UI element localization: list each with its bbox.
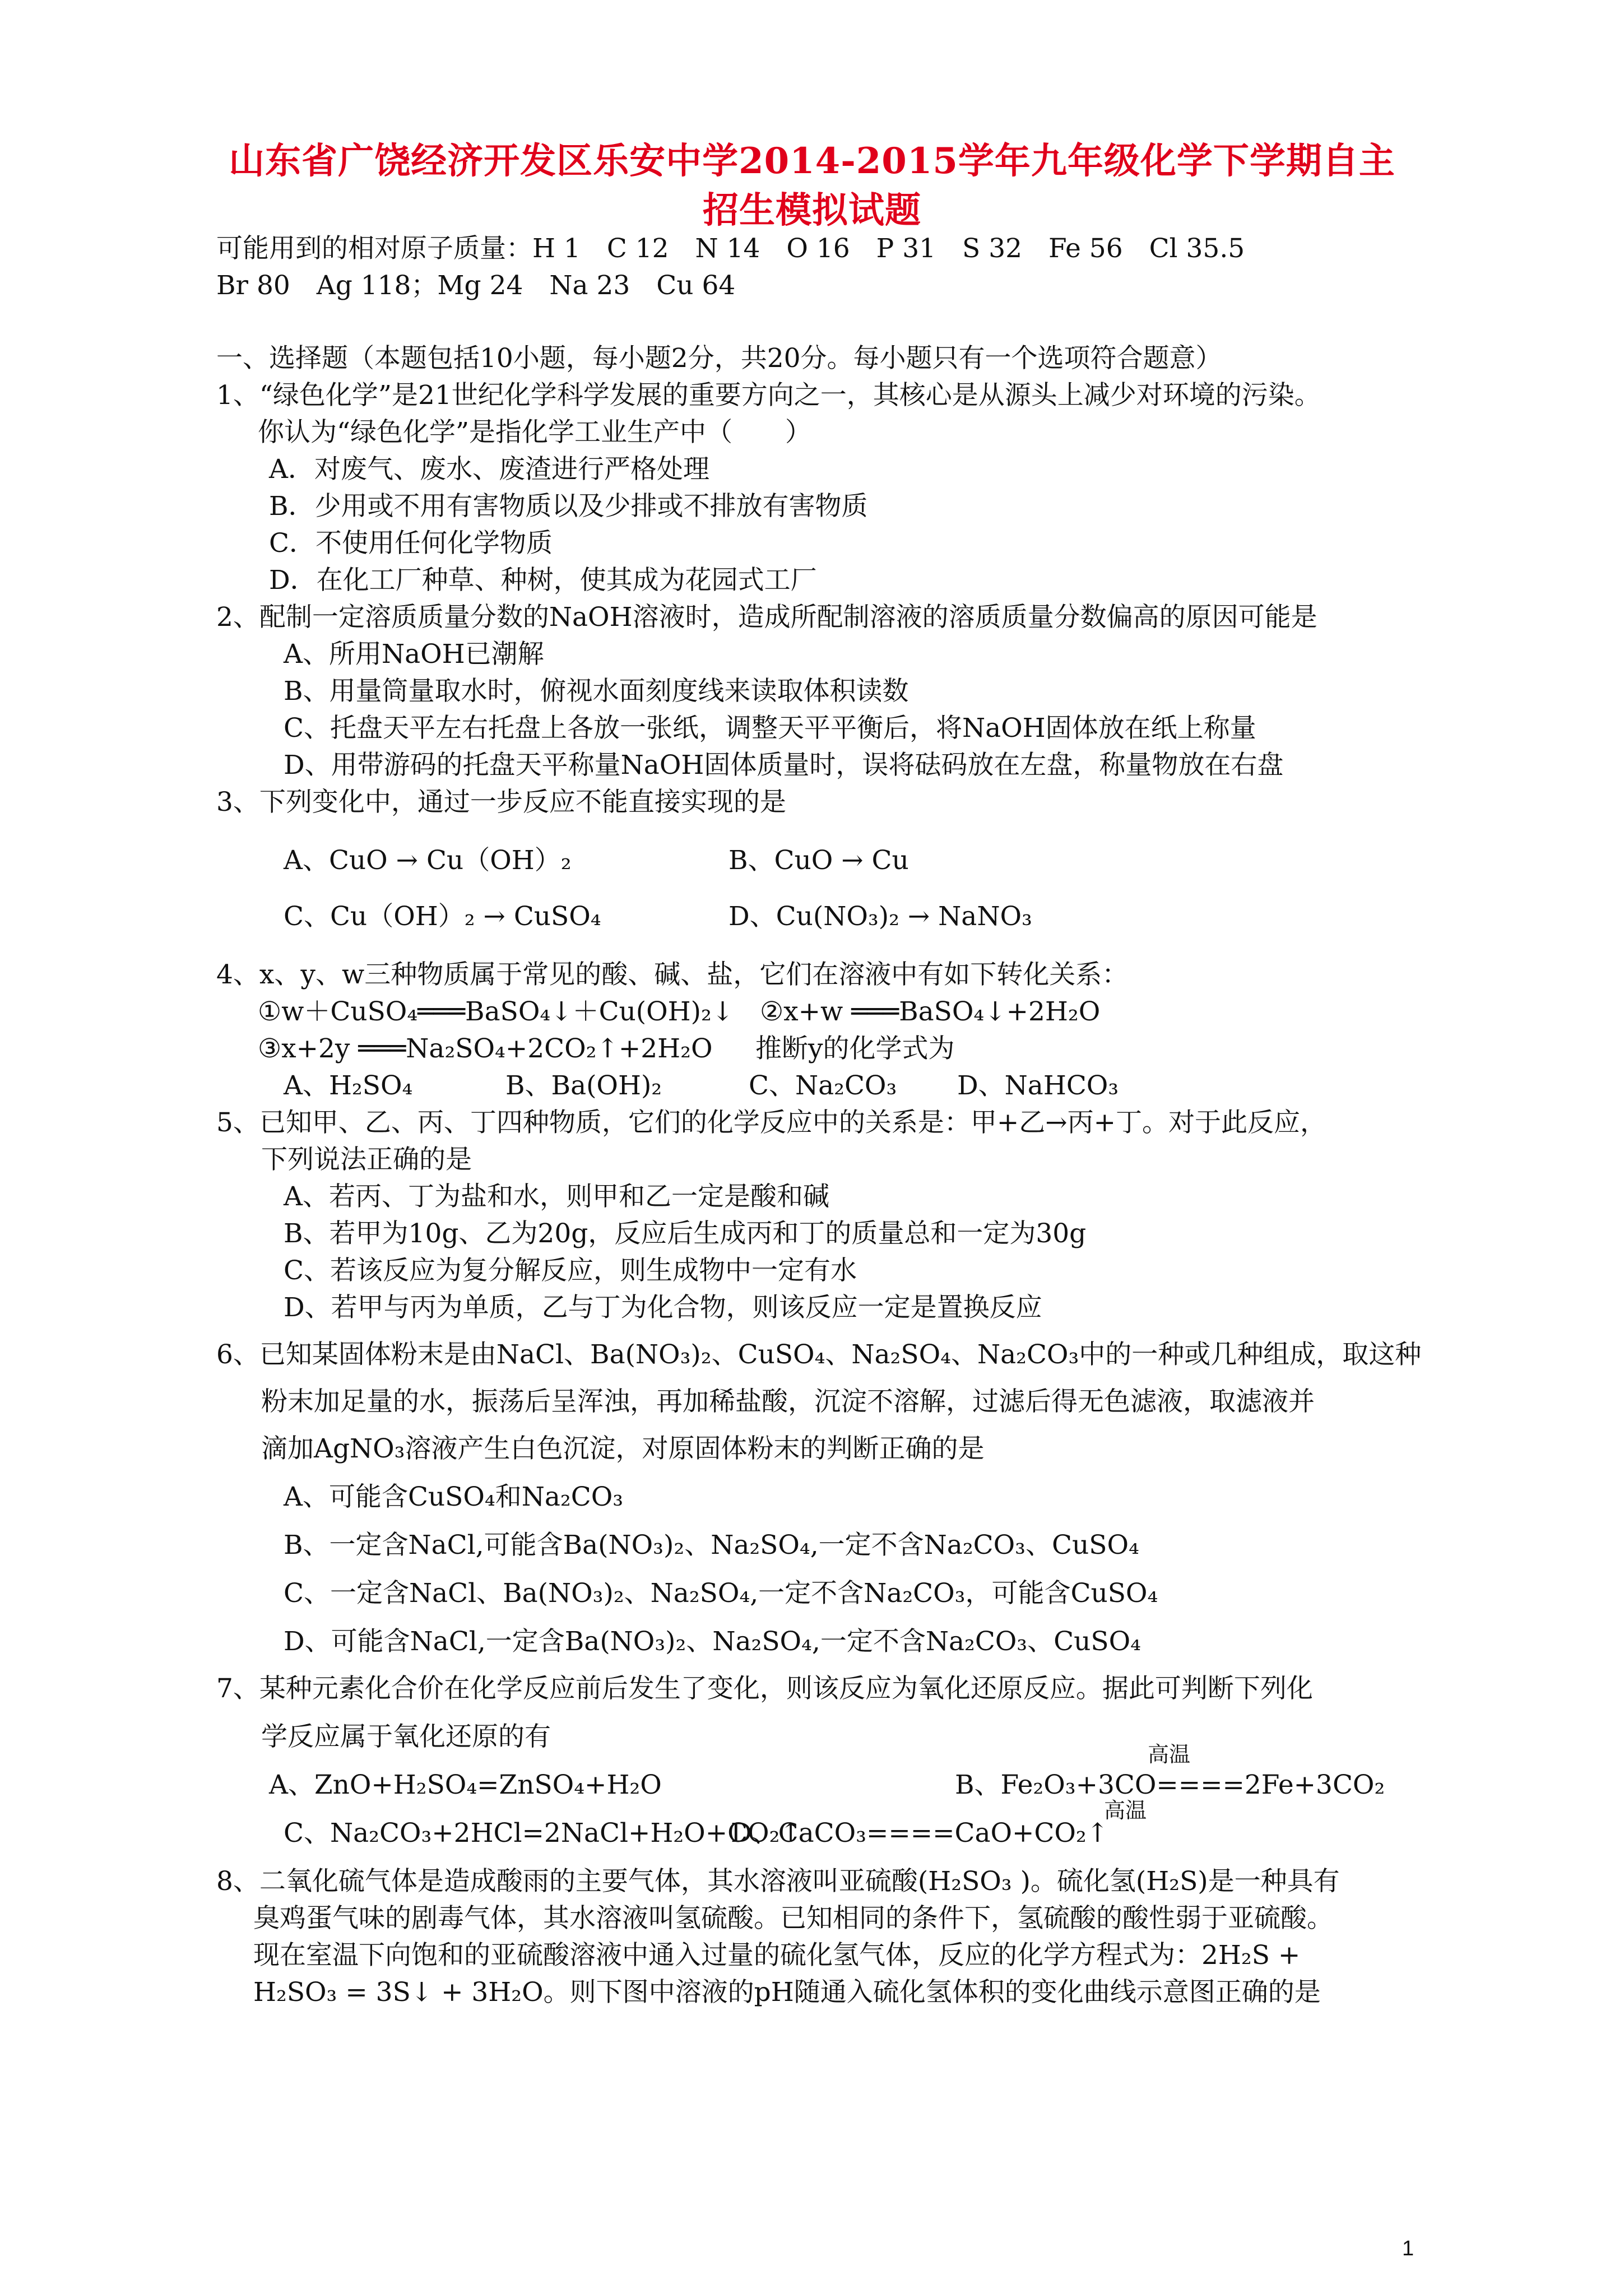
q8-line-1: 8、二氧化硫气体是造成酸雨的主要气体，其水溶液叫亚硫酸(H₂SO₃ )。硫化氢(H₂S)是一种具有 <box>216 1866 1340 1897</box>
q4-option-b: B、Ba(OH)₂ <box>505 1070 662 1101</box>
q4-option-d: D、NaHCO₃ <box>957 1070 1119 1101</box>
atomic-masses-line-1: 可能用到的相对原子质量：H 1 C 12 N 14 O 16 P 31 S 32 Fe 56 Cl 35.5 <box>216 233 1245 264</box>
q7-condition-high-temp-b: 高温 <box>1148 1742 1191 1767</box>
q6-stem-3: 滴加AgNO₃溶液产生白色沉淀，对原固体粉末的判断正确的是 <box>261 1433 985 1464</box>
q6-stem-1: 6、已知某固体粉末是由NaCl、Ba(NO₃)₂、CuSO₄、Na₂SO₄、Na₂CO₃中的一种或几种组成，取这种 <box>216 1339 1422 1370</box>
q1-option-d: D．在化工厂种草、种树，使其成为花园式工厂 <box>269 565 817 596</box>
q1-option-a: A．对废气、废水、废渣进行严格处理 <box>269 454 709 485</box>
q4-stem: 4、x、y、w三种物质属于常见的酸、碱、盐，它们在溶液中有如下转化关系： <box>216 959 1129 990</box>
q3-option-b: B、CuO → Cu <box>729 845 909 876</box>
q7-condition-high-temp-d: 高温 <box>1104 1798 1147 1823</box>
q1-option-b: B．少用或不用有害物质以及少排或不排放有害物质 <box>269 491 868 522</box>
q7-option-d: D、CaCO₃====CaO+CO₂↑ <box>731 1818 1109 1849</box>
q6-option-b: B、一定含NaCl,可能含Ba(NO₃)₂、Na₂SO₄,一定不含Na₂CO₃、CuSO₄ <box>284 1530 1139 1561</box>
atomic-masses-line-2: Br 80 Ag 118；Mg 24 Na 23 Cu 64 <box>216 270 736 301</box>
q3-option-a: A、CuO → Cu（OH）₂ <box>284 845 572 876</box>
q4-reaction-1: ①w＋CuSO₄═══BaSO₄↓＋Cu(OH)₂↓ <box>258 996 734 1027</box>
section-heading: 一、选择题（本题包括10小题，每小题2分，共20分。每小题只有一个选项符合题意） <box>216 343 1222 374</box>
page-number: 1 <box>1402 2237 1414 2260</box>
q2-option-b: B、用量筒量取水时，俯视水面刻度线来读取体积读数 <box>284 676 909 707</box>
q5-option-b: B、若甲为10g、乙为20g，反应后生成丙和丁的质量总和一定为30g <box>284 1218 1087 1249</box>
q7-option-b: B、Fe₂O₃+3CO====2Fe+3CO₂ <box>955 1770 1385 1800</box>
q6-option-a: A、可能含CuSO₄和Na₂CO₃ <box>284 1482 624 1512</box>
q5-option-c: C、若该反应为复分解反应，则生成物中一定有水 <box>284 1255 857 1286</box>
q8-line-4: H₂SO₃ = 3S↓ + 3H₂O。则下图中溶液的pH随通入硫化氢体积的变化曲线示意图正确的是 <box>253 1977 1321 2008</box>
q5-stem-2: 下列说法正确的是 <box>261 1144 472 1175</box>
q6-stem-2: 粉末加足量的水，振荡后呈浑浊，再加稀盐酸，沉淀不溶解，过滤后得无色滤液，取滤液并 <box>261 1386 1315 1417</box>
q3-option-c: C、Cu（OH）₂ → CuSO₄ <box>284 901 601 932</box>
q7-option-a: A、ZnO+H₂SO₄=ZnSO₄+H₂O <box>269 1770 662 1800</box>
q3-stem: 3、下列变化中，通过一步反应不能直接实现的是 <box>216 787 786 818</box>
q5-stem-1: 5、已知甲、乙、丙、丁四种物质，它们的化学反应中的关系是：甲+乙→丙+丁。对于此反应， <box>216 1107 1327 1138</box>
title-line-2: 招生模拟试题 <box>703 189 921 231</box>
q2-option-d: D、用带游码的托盘天平称量NaOH固体质量时，误将砝码放在左盘，称量物放在右盘 <box>284 750 1284 781</box>
q1-option-c: C．不使用任何化学物质 <box>269 528 553 559</box>
q6-option-d: D、可能含NaCl,一定含Ba(NO₃)₂、Na₂SO₄,一定不含Na₂CO₃、CuSO₄ <box>284 1626 1141 1657</box>
q5-option-d: D、若甲与丙为单质，乙与丁为化合物，则该反应一定是置换反应 <box>284 1292 1042 1323</box>
q7-option-c: C、Na₂CO₃+2HCl=2NaCl+H₂O+CO₂↑ <box>284 1818 802 1849</box>
q3-option-d: D、Cu(NO₃)₂ → NaNO₃ <box>729 901 1032 932</box>
q4-option-a: A、H₂SO₄ <box>284 1070 413 1101</box>
title-line-1: 山东省广饶经济开发区乐安中学2014-2015学年九年级化学下学期自主 <box>229 140 1395 182</box>
q8-line-2: 臭鸡蛋气味的剧毒气体，其水溶液叫氢硫酸。已知相同的条件下，氢硫酸的酸性弱于亚硫酸。 <box>253 1903 1333 1934</box>
q7-stem-1: 7、某种元素化合价在化学反应前后发生了变化，则该反应为氧化还原反应。据此可判断下列化 <box>216 1673 1313 1704</box>
q7-stem-2: 学反应属于氧化还原的有 <box>261 1721 551 1752</box>
q1-stem-1: 1、“绿色化学”是21世纪化学科学发展的重要方向之一，其核心是从源头上减少对环境的污染。 <box>216 380 1321 411</box>
q2-stem: 2、配制一定溶质质量分数的NaOH溶液时，造成所配制溶液的溶质质量分数偏高的原因可能是 <box>216 602 1317 633</box>
q5-option-a: A、若丙、丁为盐和水，则甲和乙一定是酸和碱 <box>284 1181 829 1212</box>
q1-stem-2: 你认为“绿色化学”是指化学工业生产中（ ） <box>258 417 812 448</box>
q2-option-a: A、所用NaOH已潮解 <box>284 639 544 670</box>
q8-line-3: 现在室温下向饱和的亚硫酸溶液中通入过量的硫化氢气体，反应的化学方程式为：2H₂S + <box>253 1940 1301 1971</box>
q4-reaction-3: ③x+2y ═══Na₂SO₄+2CO₂↑+2H₂O <box>258 1033 713 1064</box>
q4-option-c: C、Na₂CO₃ <box>749 1070 897 1101</box>
q6-option-c: C、一定含NaCl、Ba(NO₃)₂、Na₂SO₄,一定不含Na₂CO₃，可能含CuSO₄ <box>284 1578 1158 1609</box>
q4-reaction-2: ②x+w ═══BaSO₄↓+2H₂O <box>760 996 1101 1027</box>
q4-question: 推断y的化学式为 <box>755 1033 955 1064</box>
q2-option-c: C、托盘天平左右托盘上各放一张纸，调整天平平衡后，将NaOH固体放在纸上称量 <box>284 713 1256 744</box>
